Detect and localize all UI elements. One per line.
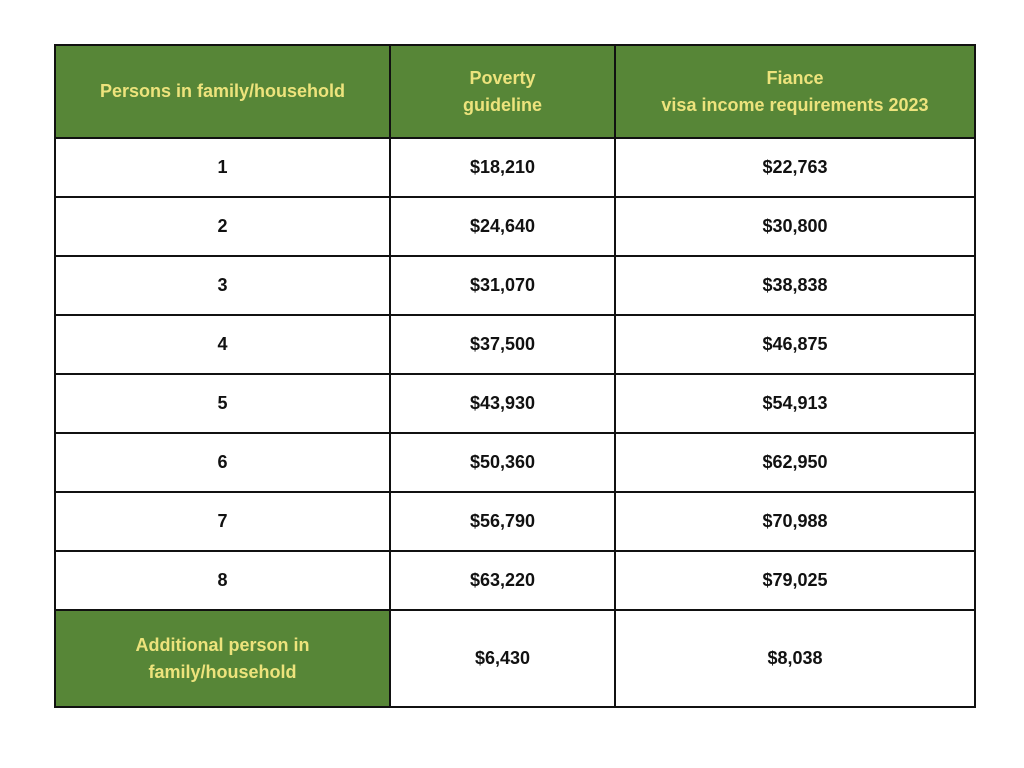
fiance-cell: $38,838 (615, 256, 975, 315)
header-poverty-line2: guideline (462, 94, 542, 115)
fiance-cell: $54,913 (615, 374, 975, 433)
additional-person-line1: Additional person in (135, 634, 310, 655)
table-row (55, 197, 975, 256)
persons-cell: 7 (55, 492, 390, 551)
header-row (55, 45, 975, 138)
additional-person-row (55, 610, 975, 707)
header-poverty-guideline (390, 45, 615, 138)
header-fiance-line2: visa income requirements 2023 (661, 94, 929, 115)
income-requirements-table (54, 44, 976, 708)
poverty-cell: $43,930 (390, 374, 615, 433)
persons-cell: 3 (55, 256, 390, 315)
additional-person-label (55, 610, 390, 707)
fiance-cell: $30,800 (615, 197, 975, 256)
header-persons (55, 45, 390, 138)
persons-cell: 6 (55, 433, 390, 492)
persons-cell: 1 (55, 138, 390, 197)
poverty-cell: $24,640 (390, 197, 615, 256)
table-row (55, 551, 975, 610)
fiance-cell: $70,988 (615, 492, 975, 551)
poverty-cell: $56,790 (390, 492, 615, 551)
poverty-cell: $50,360 (390, 433, 615, 492)
header-persons-label: Persons in family/household (99, 81, 346, 101)
additional-poverty-cell: $6,430 (390, 610, 615, 707)
fiance-cell: $22,763 (615, 138, 975, 197)
poverty-cell: $31,070 (390, 256, 615, 315)
persons-cell: 8 (55, 551, 390, 610)
table-row (55, 433, 975, 492)
fiance-cell: $79,025 (615, 551, 975, 610)
additional-fiance-cell: $8,038 (615, 610, 975, 707)
table-row (55, 138, 975, 197)
additional-person-line2: family/household (148, 661, 297, 682)
header-poverty-line1: Poverty (469, 67, 536, 88)
table-row (55, 315, 975, 374)
poverty-cell: $18,210 (390, 138, 615, 197)
header-fiance-line1: Fiance (766, 67, 824, 88)
table-row (55, 374, 975, 433)
table-row (55, 492, 975, 551)
poverty-cell: $63,220 (390, 551, 615, 610)
persons-cell: 5 (55, 374, 390, 433)
fiance-cell: $46,875 (615, 315, 975, 374)
poverty-cell: $37,500 (390, 315, 615, 374)
fiance-cell: $62,950 (615, 433, 975, 492)
persons-cell: 4 (55, 315, 390, 374)
persons-cell: 2 (55, 197, 390, 256)
table-row (55, 256, 975, 315)
header-fiance-visa (615, 45, 975, 138)
